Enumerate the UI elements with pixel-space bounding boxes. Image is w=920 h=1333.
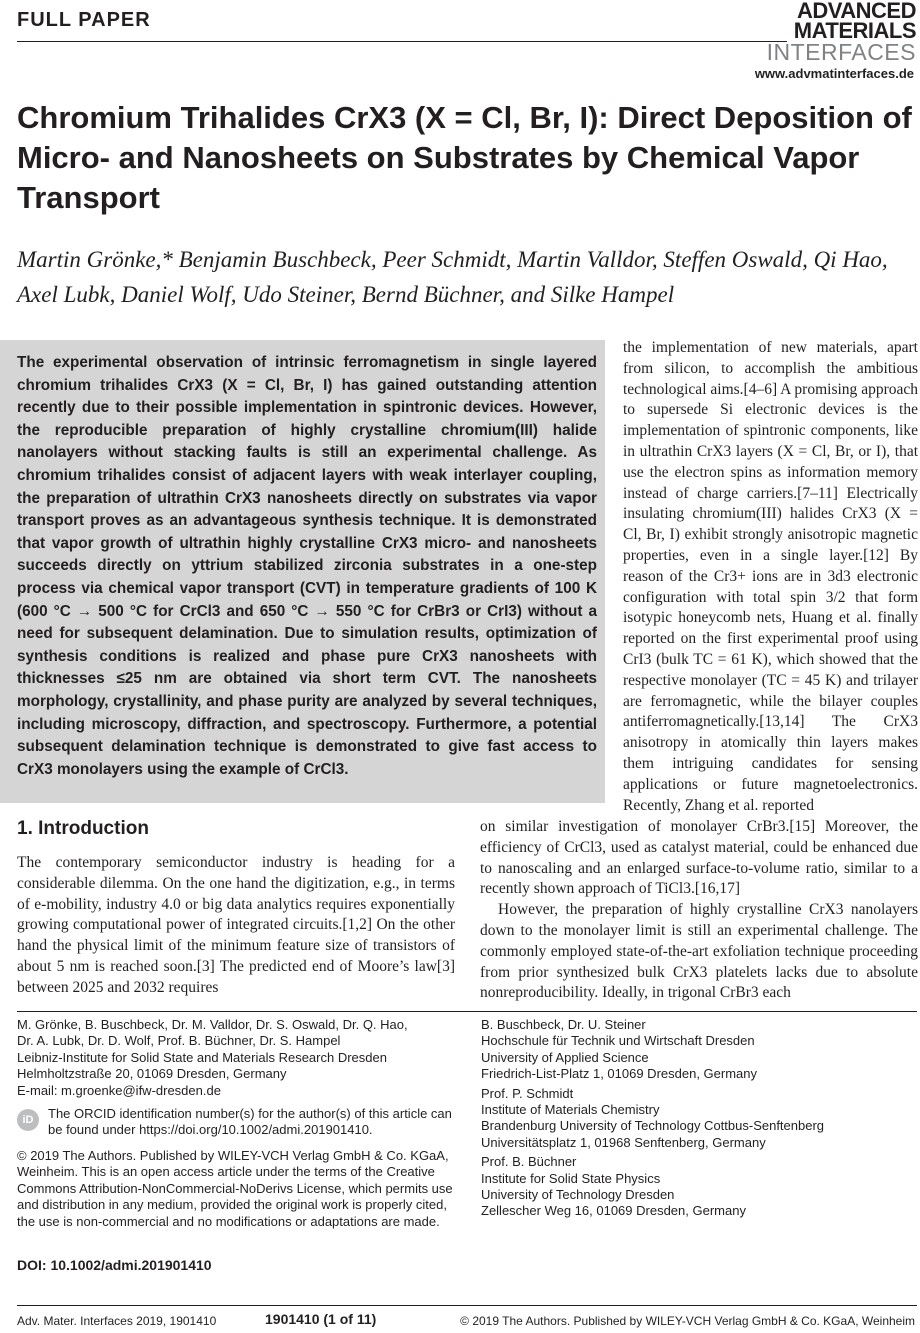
affiliation-block (481, 1017, 911, 1083)
journal-logo-line-1: ADVANCED (796, 0, 916, 23)
header-rule (17, 41, 787, 42)
footer-copyright: © 2019 The Authors. Published by WILEY-VCH Verlag GmbH & Co. KGaA, Weinheim (460, 1314, 915, 1328)
section-label: FULL PAPER (17, 9, 151, 31)
affiliation-line: Institute for Solid State Physics (481, 1170, 661, 1186)
journal-logo-line-3: INTERFACES (766, 39, 916, 65)
right-column-paragraph-2: However, the preparation of highly crystalline CrX3 nanolayers down to the monolayer limit is still an experimental challenge. The commonly employed state-of-the-art exfoliation technique proceeding from prior synthesized bulk CrX3 platelets lacks due to absolute nonreproducibility. Ideally, in trigonal CrBr3 each (480, 901, 918, 1002)
abstract-text: The experimental observation of intrinsic ferromagnetism in single layered chromium trihalides CrX3 (X = Cl, Br, I) has gained outstanding attention recently due to their possible implementation in spintronic devices. However, the reproducible preparation of highly crystalline chromium(III) halide nanolayers without stacking faults is still an experimental challenge. As chromium trihalides consist of adjacent layers with weak interlayer coupling, the preparation of ultrathin CrX3 nanosheets directly on substrates via vapor transport proves as an advantageous synthesis technique. It is demonstrated that vapor growth of ultrathin highly crystalline CrX3 micro- and nanosheets succeeds directly on yttrium stabilized zirconia substrates in a one-step process via chemical vapor transport (CVT) in temperature gradients of 100 K (600 °C → 500 °C for CrCl3 and 650 °C → 550 °C for CrBr3 or CrI3) without a need for subsequent delamination. Due to simulation results, optimization of synthesis conditions is realized and phase pure CrX3 nanosheets with thicknesses ≤25 nm are obtained via short term CVT. The nanosheets morphology, crystallinity, and phase purity are analyzed by several techniques, including microscopy, diffraction, and spectroscopy. Furthermore, a potential subsequent delamination technique is demonstrated to give fast access to CrX3 monolayers using the example of CrCl3. (17, 354, 597, 778)
journal-logo (767, 0, 916, 64)
footnote-rule (17, 1011, 917, 1012)
affiliation-line: Friedrich-List-Platz 1, 01069 Dresden, Germany (481, 1066, 758, 1082)
affiliation-line: Zellescher Weg 16, 01069 Dresden, Germany (481, 1203, 746, 1219)
affiliation-right (481, 1017, 911, 1223)
affiliation-line: Brandenburg University of Technology Cottbus-Senftenberg (481, 1118, 825, 1134)
affiliation-line: Hochschule für Technik und Wirtschaft Dresden (481, 1033, 755, 1049)
right-column-body (480, 817, 918, 1004)
affiliation-block (481, 1086, 911, 1152)
affiliation-line: Universitätsplatz 1, 01968 Senftenberg, Germany (481, 1134, 766, 1150)
affiliation-left (17, 1017, 462, 1099)
affiliation-line: Helmholtzstraße 20, 01069 Dresden, Germany (17, 1066, 287, 1082)
affiliation-line: Prof. P. Schmidt (481, 1085, 574, 1101)
affiliation-line: M. Grönke, B. Buschbeck, Dr. M. Valldor, Dr. S. Oswald, Dr. Q. Hao, (17, 1017, 408, 1032)
article-title: Chromium Trihalides CrX3 (X = Cl, Br, I): Direct Deposition of Micro- and Nanosheets on Substrates by Chemical Vapor Transport (17, 100, 912, 215)
affiliation-line: Leibniz-Institute for Solid State and Materials Research Dresden (17, 1049, 387, 1065)
section-heading-introduction: 1. Introduction (17, 818, 149, 839)
affiliation-line: University of Applied Science (481, 1049, 649, 1065)
affiliation-line: University of Technology Dresden (481, 1187, 675, 1203)
contact-email[interactable]: E-mail: m.groenke@ifw-dresden.de (17, 1082, 221, 1098)
author-list: Martin Grönke,* Benjamin Buschbeck, Peer Schmidt, Martin Valldor, Steffen Oswald, Qi Hao, Axel Lubk, Daniel Wolf, Udo Steiner, Bernd Büchner, and Silke Hampel (17, 247, 888, 307)
affiliation-line: Dr. A. Lubk, Dr. D. Wolf, Prof. B. Büchner, Dr. S. Hampel (17, 1033, 341, 1049)
footer-page-number: 1901410 (1 of 11) (265, 1311, 377, 1327)
affiliation-line: Institute of Materials Chemistry (481, 1102, 660, 1118)
orcid-icon: iD (17, 1109, 39, 1131)
right-column-top-text: the implementation of new materials, apart from silicon, to accomplish the ambitious technological aims.[4–6] A promising approach to supersede Si electronic devices is the implementation of spintronic components, like in ultrathin CrX3 layers (X = Cl, Br, or I), that use the electron spins as information memory instead of charge carriers.[7–11] Electrically insulating chromium(III) halides CrX3 (X = Cl, Br, I) exhibit strongly anisotropic magnetic properties, even in a single layer.[12] By reason of the Cr3+ ions are in 3d3 electronic configuration with total spin 3/2 that form isotypic honeycomb nets, Huang et al. finally reported on the first experimental proof using CrI3 (bulk TC = 61 K), which showed that the respective monolayer (TC = 45 K) and trilayer are ferromagnetic, while the bilayer couples antiferromagnetically.[13,14] The CrX3 anisotropy in atomically thin layers makes them intriguing candidates for sensing applications or future magnetoelectronics. Recently, Zhang et al. reported (623, 339, 918, 814)
footer-citation: Adv. Mater. Interfaces 2019, 1901410 (17, 1314, 217, 1328)
right-column-paragraph-1: on similar investigation of monolayer CrBr3.[15] Moreover, the efficiency of CrCl3, used as catalyst material, could be enhanced due to nanoscaling and an enlarged surface-to-volume ratio, similar to a recently shown approach of TiCl3.[16,17] (480, 818, 918, 898)
affiliation-block (481, 1154, 911, 1220)
introduction-left-text: The contemporary semiconductor industry is heading for a considerable dilemma. On the one hand the digitization, e.g., in terms of e-mobility, industry 4.0 or big data analytics requires exponentially growing computational power of integrated circuits.[1,2] On the other hand the physical limit of the minimum feature size of transistors of about 5 nm is reached soon.[3] The predicted end of Moore’s law[3] between 2025 and 2032 requires (17, 854, 455, 996)
footer-rule (17, 1305, 917, 1306)
affiliation-line: B. Buschbeck, Dr. U. Steiner (481, 1017, 646, 1032)
journal-logo-line-2: MATERIALS (793, 18, 916, 43)
doi-label[interactable]: DOI: 10.1002/admi.201901410 (17, 1257, 212, 1273)
affiliation-line: Prof. B. Büchner (481, 1154, 577, 1170)
journal-url[interactable]: www.advmatinterfaces.de (754, 66, 914, 81)
orcid-note: The ORCID identification number(s) for the author(s) of this article can be found under https://doi.org/10.1002/admi.201901410. (48, 1106, 452, 1138)
license-note: © 2019 The Authors. Published by WILEY-VCH Verlag GmbH & Co. KGaA, Weinheim. This is an open access article under the terms of the Creative Commons Attribution-NonCommercial-NoDerivs License, which permits use and distribution in any medium, provided the original work is properly cited, the use is non-commercial and no modifications or adaptations are made. (17, 1148, 453, 1229)
